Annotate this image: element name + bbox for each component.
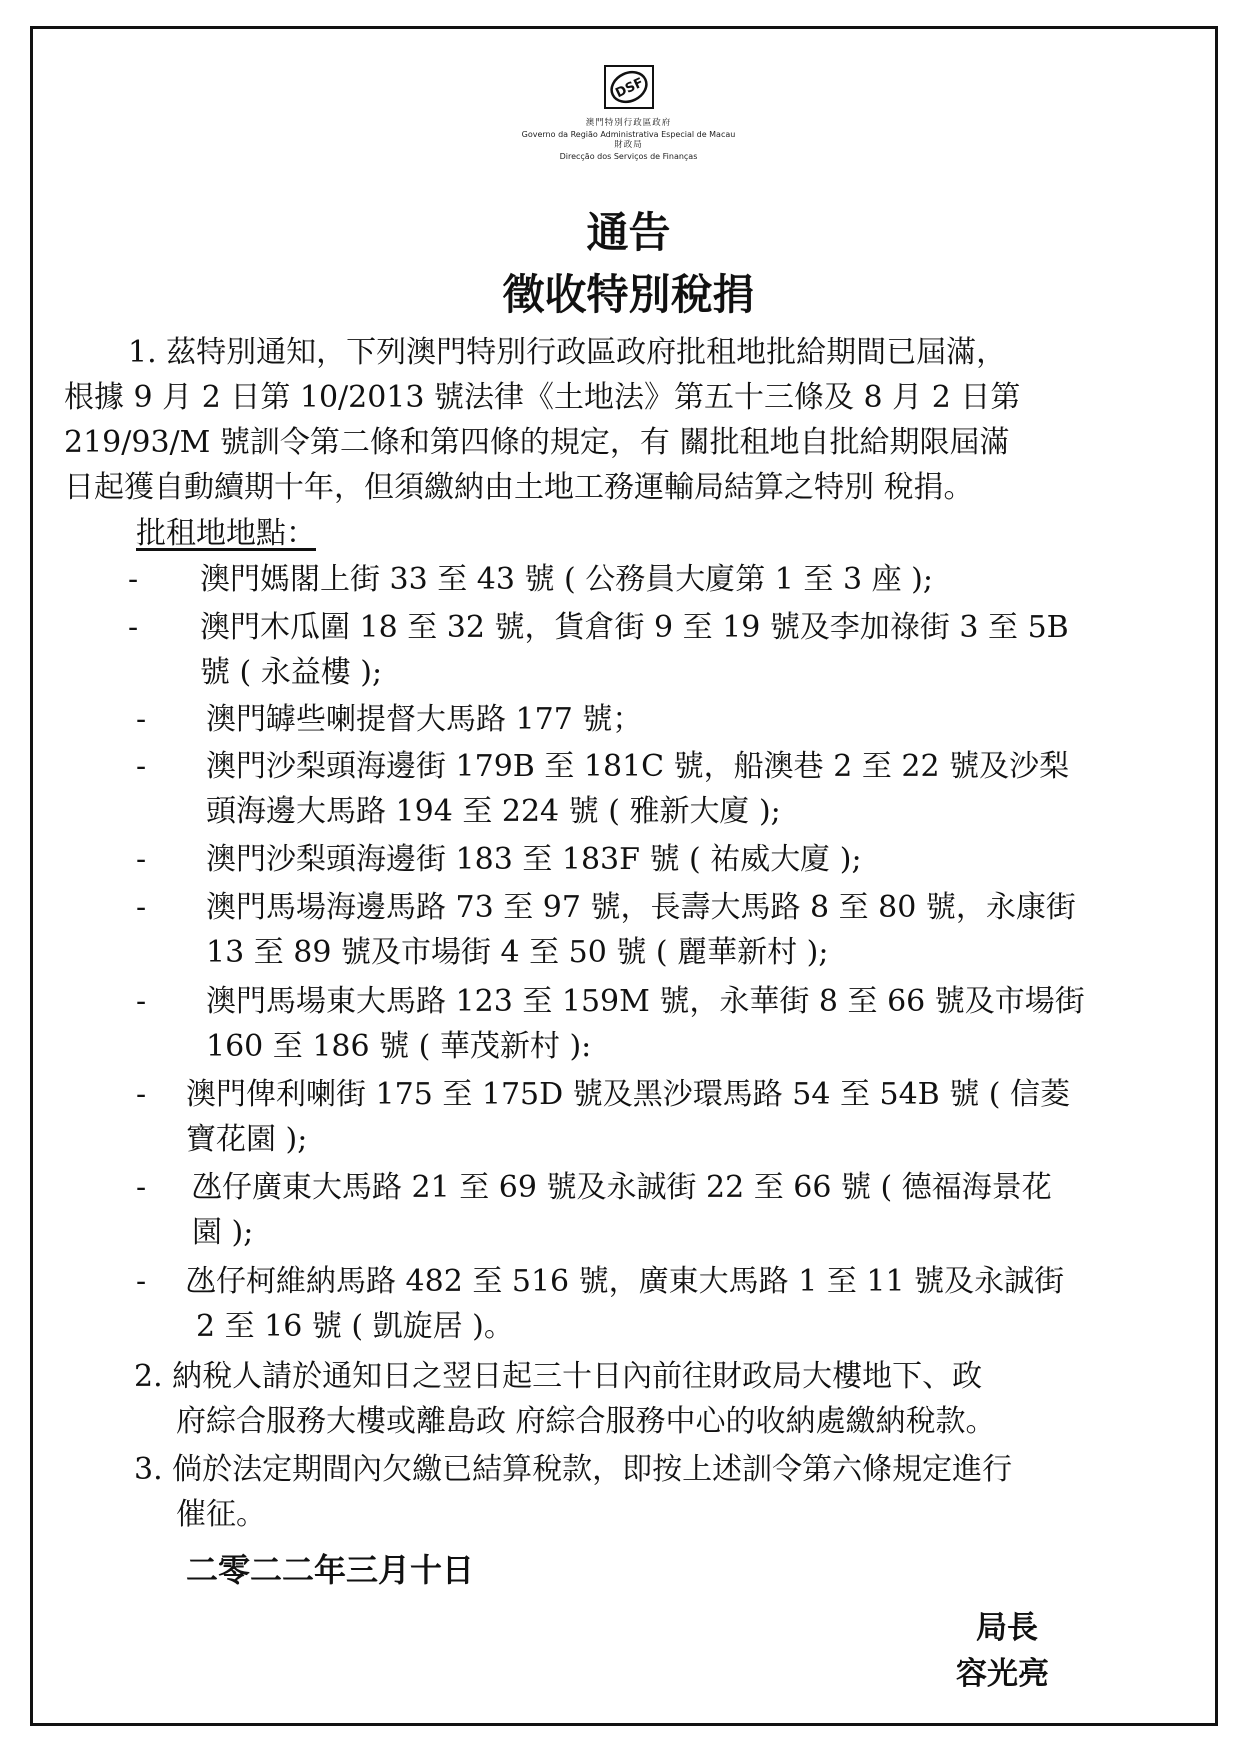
dept-name-pt: Direcção dos Serviços de Finanças bbox=[559, 152, 698, 161]
org-name-pt: Governo da Região Administrativa Especial de Macau bbox=[521, 130, 736, 139]
para1-line: 日起獲自動續期十年，但須繳納由土地工務運輸局結算之特別 稅捐。 bbox=[64, 470, 974, 505]
header bbox=[0, 60, 1257, 162]
list-bullet: - bbox=[128, 562, 139, 597]
notice-date: 二零二二年三月十日 bbox=[186, 1551, 475, 1589]
para2-line: 2. 納稅人請於通知日之翌日起三十日內前往財政局大樓地下、政 bbox=[134, 1359, 983, 1394]
location-item: 澳門沙梨頭海邊街 183 至 183F 號 ( 祐威大廈 ); bbox=[206, 842, 862, 877]
notice-subtitle: 徵收特別稅捐 bbox=[502, 270, 755, 319]
location-item-cont: 13 至 89 號及市場街 4 至 50 號 ( 麗華新村 ); bbox=[206, 935, 829, 970]
list-bullet: - bbox=[136, 984, 147, 1019]
dsf-logo-icon bbox=[599, 60, 659, 114]
list-bullet: - bbox=[136, 749, 147, 784]
para1-line: 根據 9 月 2 日第 10/2013 號法律《土地法》第五十三條及 8 月 2 日第 bbox=[64, 380, 1021, 415]
location-item: 澳門馬場東大馬路 123 至 159M 號，永華街 8 至 66 號及市場街 bbox=[206, 984, 1085, 1019]
location-item-cont: 寶花園 ); bbox=[186, 1122, 308, 1157]
location-item: 氹仔廣東大馬路 21 至 69 號及永誠街 22 至 66 號 ( 德福海景花 bbox=[192, 1170, 1052, 1205]
location-item-cont: 號 ( 永益樓 ); bbox=[200, 655, 383, 690]
para1-line: 1. 茲特別通知，下列澳門特別行政區政府批租地批給期間已屆滿， bbox=[128, 335, 1007, 370]
list-bullet: - bbox=[136, 1077, 147, 1112]
list-bullet: - bbox=[128, 610, 139, 645]
dept-name-cn: 財政局 bbox=[614, 140, 643, 150]
locations-heading: 批租地地點： bbox=[136, 516, 316, 551]
location-item-cont: 頭海邊大馬路 194 至 224 號 ( 雅新大廈 ); bbox=[206, 794, 781, 829]
list-bullet: - bbox=[136, 842, 147, 877]
location-item-cont: 2 至 16 號 ( 凱旋居 )。 bbox=[196, 1309, 514, 1344]
location-item: 澳門俾利喇街 175 至 175D 號及黑沙環馬路 54 至 54B 號 ( 信菱 bbox=[186, 1077, 1071, 1112]
signatory-name: 容光亮 bbox=[956, 1656, 1049, 1692]
logo-text: DSF bbox=[612, 75, 646, 102]
location-item: 氹仔柯維納馬路 482 至 516 號，廣東大馬路 1 至 11 號及永誠街 bbox=[186, 1264, 1065, 1299]
signatory-title: 局長 bbox=[976, 1610, 1038, 1646]
list-bullet: - bbox=[136, 1170, 147, 1205]
location-item-cont: 160 至 186 號 ( 華茂新村 ): bbox=[206, 1029, 592, 1064]
location-item-cont: 園 ); bbox=[192, 1215, 254, 1250]
para3-line: 催征。 bbox=[176, 1497, 266, 1532]
list-bullet: - bbox=[136, 702, 147, 737]
org-name-cn: 澳門特別行政區政府 bbox=[585, 118, 672, 128]
para3-line: 3. 倘於法定期間內欠繳已結算稅款，即按上述訓令第六條規定進行 bbox=[134, 1452, 1013, 1487]
notice-title: 通告 bbox=[586, 208, 671, 257]
para2-line: 府綜合服務大樓或離島政 府綜合服務中心的收納處繳納稅款。 bbox=[176, 1404, 996, 1439]
location-item: 澳門木瓜圍 18 至 32 號，貨倉街 9 至 19 號及李加祿街 3 至 5B bbox=[200, 610, 1069, 645]
list-bullet: - bbox=[136, 1264, 147, 1299]
location-item: 澳門馬場海邊馬路 73 至 97 號，長壽大馬路 8 至 80 號，永康街 bbox=[206, 890, 1076, 925]
list-bullet: - bbox=[136, 890, 147, 925]
location-item: 澳門罅些喇提督大馬路 177 號； bbox=[206, 702, 643, 737]
location-item: 澳門媽閣上街 33 至 43 號 ( 公務員大廈第 1 至 3 座 ); bbox=[200, 562, 933, 597]
location-item: 澳門沙梨頭海邊街 179B 至 181C 號，船澳巷 2 至 22 號及沙梨 bbox=[206, 749, 1070, 784]
para1-line: 219/93/M 號訓令第二條和第四條的規定，有 關批租地自批給期限屆滿 bbox=[64, 425, 1010, 460]
